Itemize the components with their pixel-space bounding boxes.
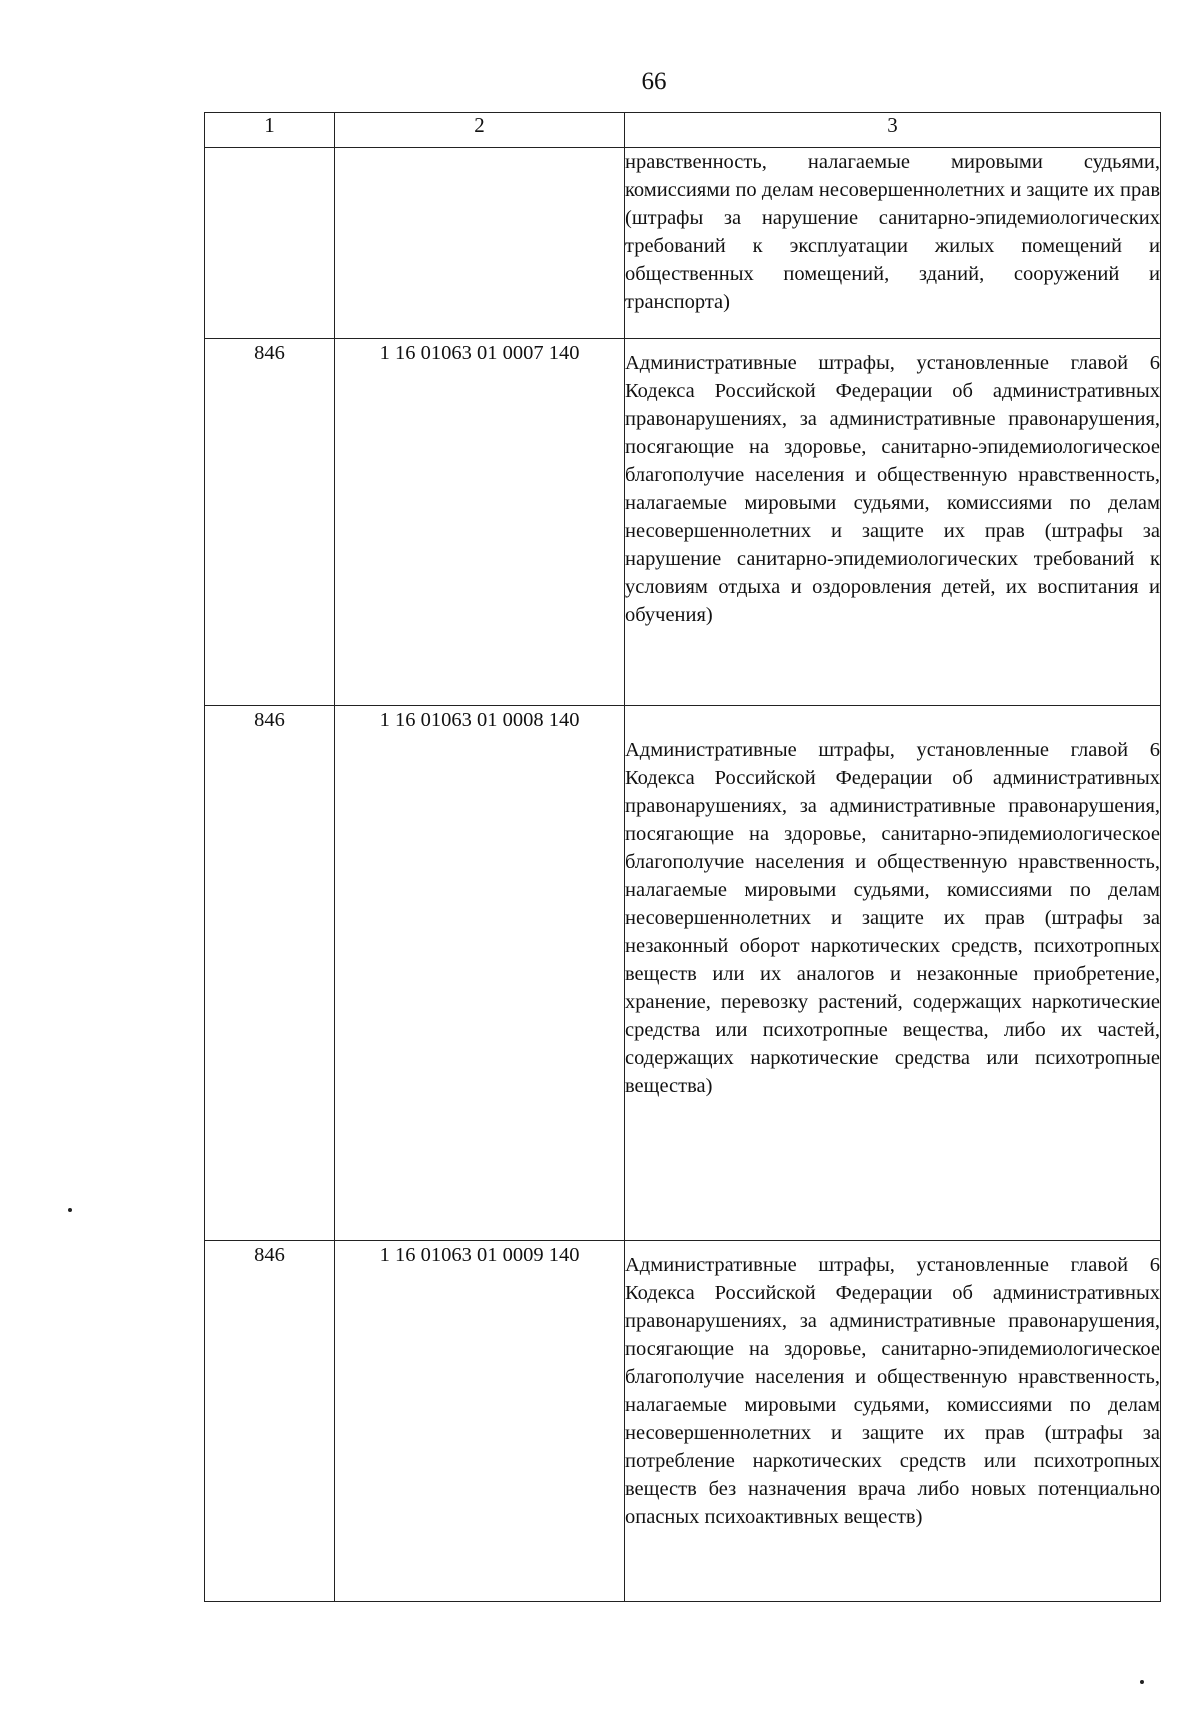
column-header-3: 3	[625, 113, 1161, 148]
revenue-code-cell	[335, 148, 625, 339]
description-cell: Административные штрафы, установленные главой 6 Кодекса Российской Федерации об административных правонарушениях, за административные правонарушения, посягающие на здоровье, санитарно-эпидемиологическое благополучие населения и общественную нравственность, налагаемые мировыми судьями, комиссиями по делам несовершеннолетних и защите их прав (штрафы за потребление наркотических средств или психотропных веществ без назначения врача либо новых потенциально опасных психоактивных веществ)	[625, 1241, 1161, 1602]
revenue-code-cell: 1 16 01063 01 0007 140	[335, 339, 625, 706]
column-header-2: 2	[335, 113, 625, 148]
page-number: 66	[641, 68, 667, 95]
description-cell: Административные штрафы, установленные главой 6 Кодекса Российской Федерации об административных правонарушениях, за административные правонарушения, посягающие на здоровье, санитарно-эпидемиологическое благополучие населения и общественную нравственность, налагаемые мировыми судьями, комиссиями по делам несовершеннолетних и защите их прав (штрафы за незаконный оборот наркотических средств, психотропных веществ или их аналогов и незаконные приобретение, хранение, перевозку растений, содержащих наркотические средства или психотропные вещества, либо их частей, содержащих наркотические средства или психотропные вещества)	[625, 706, 1161, 1241]
admin-code-cell: 846	[205, 706, 335, 1241]
revenue-code-cell: 1 16 01063 01 0008 140	[335, 706, 625, 1241]
description-cell: Административные штрафы, установленные главой 6 Кодекса Российской Федерации об административных правонарушениях, за административные правонарушения, посягающие на здоровье, санитарно-эпидемиологическое благополучие населения и общественную нравственность, налагаемые мировыми судьями, комиссиями по делам несовершеннолетних и защите их прав (штрафы за нарушение санитарно-эпидемиологических требований к условиям отдыха и оздоровления детей, их воспитания и обучения)	[625, 339, 1161, 706]
table-row	[205, 706, 1161, 1241]
table-row	[205, 1241, 1161, 1602]
admin-code-cell: 846	[205, 1241, 335, 1602]
scan-speck	[1140, 1680, 1144, 1684]
description-cell: нравственность, налагаемые мировыми судьями, комиссиями по делам несовершеннолетних и защите их прав (штрафы за нарушение санитарно-эпидемиологических требований к эксплуатации жилых помещений и общественных помещений, зданий, сооружений и транспорта)	[625, 148, 1161, 339]
scan-speck	[68, 1208, 72, 1212]
column-header-1: 1	[205, 113, 335, 148]
table-row	[205, 339, 1161, 706]
document-table	[204, 112, 1161, 1602]
admin-code-cell	[205, 148, 335, 339]
table-header-row	[205, 113, 1161, 148]
admin-code-cell: 846	[205, 339, 335, 706]
table-row	[205, 148, 1161, 339]
revenue-code-cell: 1 16 01063 01 0009 140	[335, 1241, 625, 1602]
